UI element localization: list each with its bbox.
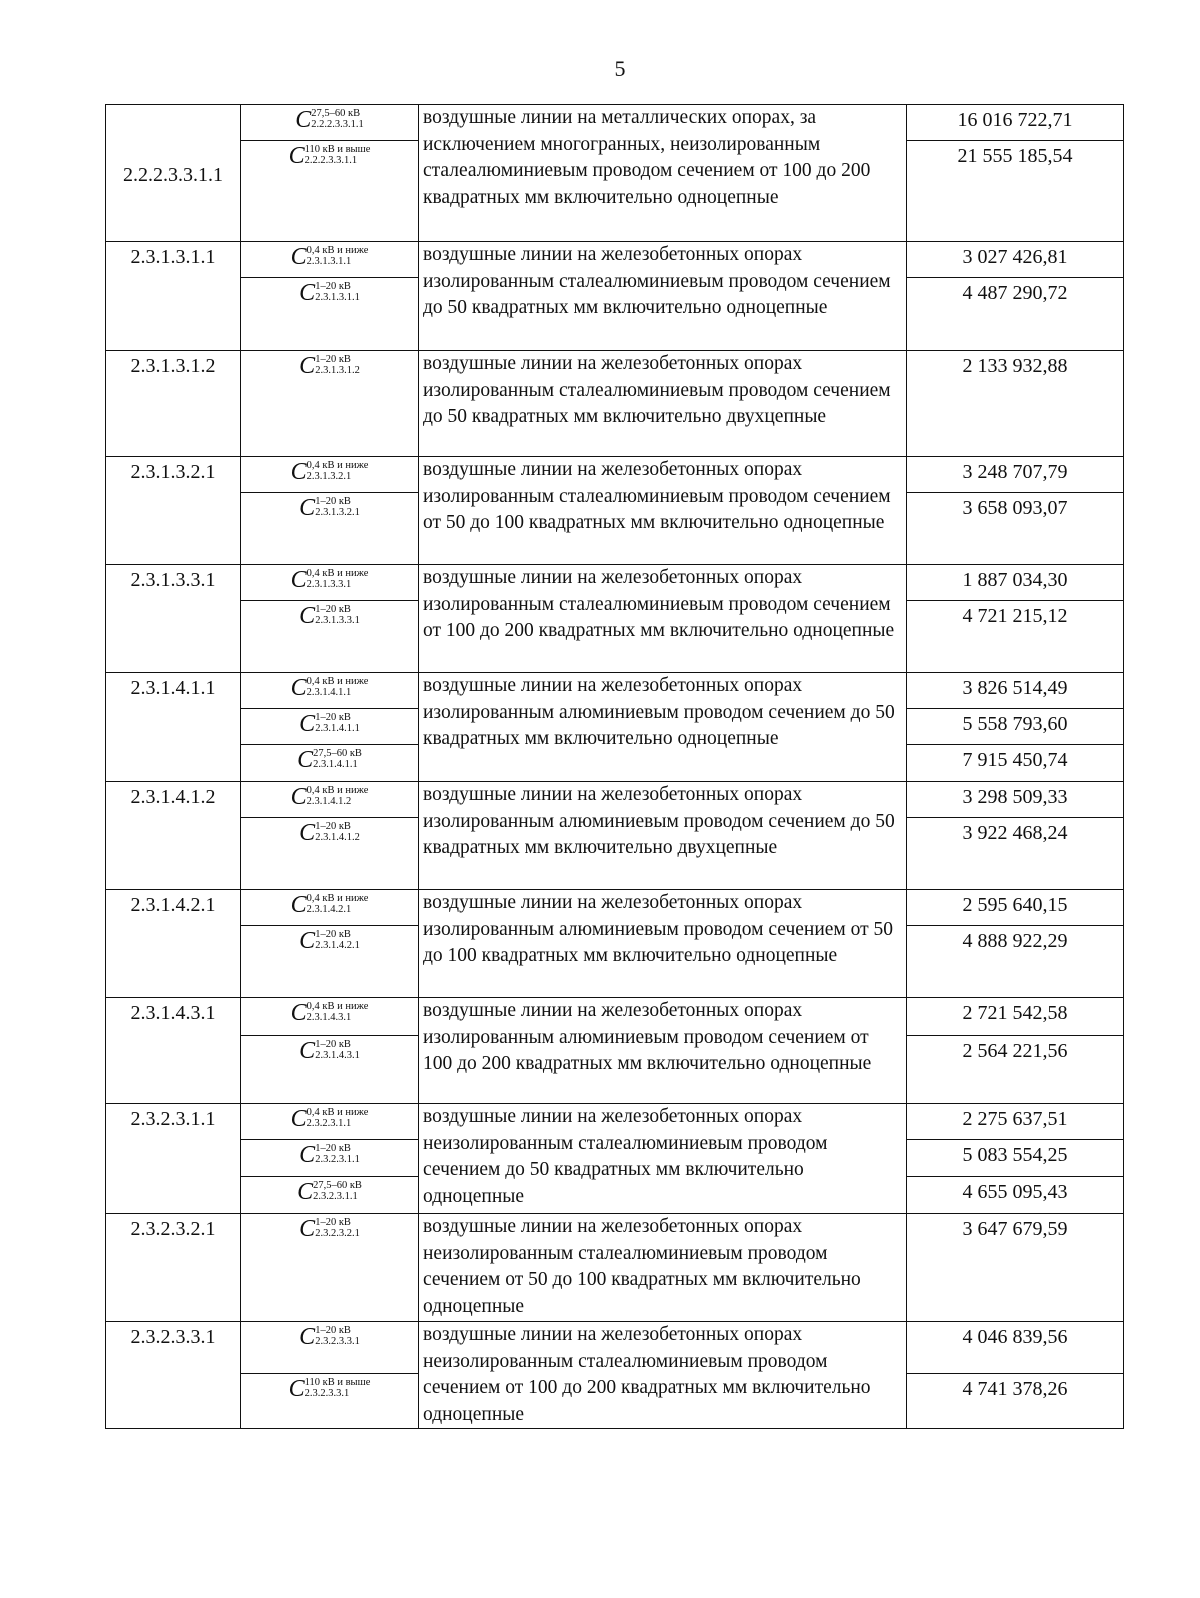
rate-value: 3 027 426,81 (907, 242, 1124, 278)
rate-symbol-formula (295, 108, 364, 132)
rate-symbol-letter: C (290, 459, 307, 485)
rate-symbol (241, 278, 419, 351)
rate-symbol-index: 2.3.1.3.1.1 (306, 256, 352, 267)
rate-symbol-letter: C (290, 1106, 307, 1132)
rate-symbol (241, 242, 419, 278)
rate-symbol-index: 2.3.1.3.2.1 (315, 507, 360, 518)
rate-symbol-index: 2.3.1.3.2.1 (306, 471, 352, 482)
rate-symbol-index: 2.3.1.4.3.1 (315, 1050, 360, 1061)
rate-symbol-index: 2.3.1.3.3.1 (315, 615, 360, 626)
rate-symbol (241, 818, 419, 890)
rate-symbol (241, 890, 419, 926)
rate-symbol-index: 2.3.1.3.3.1 (306, 579, 352, 590)
rate-symbol-voltage: 0,4 кВ и ниже (306, 568, 369, 579)
table-row (106, 1214, 1124, 1322)
rate-symbol-voltage: 1–20 кВ (315, 712, 351, 723)
row-code: 2.3.1.4.1.2 (106, 782, 241, 890)
rate-symbol-letter: C (290, 784, 307, 810)
rate-value: 21 555 185,54 (907, 141, 1124, 242)
rate-symbol-index: 2.2.2.3.3.1.1 (304, 155, 358, 166)
rate-symbol-letter: C (297, 1179, 314, 1205)
row-code: 2.3.1.3.1.2 (106, 351, 241, 457)
row-description: воздушные линии на железобетонных опорах изолированным алюминиевым проводом сечением до 50 квадратных мм включительно двухцепные (419, 782, 907, 890)
rate-symbol-letter: C (299, 280, 316, 306)
rate-symbol-voltage: 0,4 кВ и ниже (306, 676, 369, 687)
row-description: воздушные линии на железобетонных опорах неизолированным сталеалюминиевым проводом сечением от 100 до 200 квадратных мм включительно одноцепные (419, 1322, 907, 1429)
rate-symbol-voltage: 0,4 кВ и ниже (306, 1001, 369, 1012)
row-description: воздушные линии на железобетонных опорах неизолированным сталеалюминиевым проводом сечением от 50 до 100 квадратных мм включительно одноцепные (419, 1214, 907, 1322)
rate-symbol-voltage: 27,5–60 кВ (311, 108, 361, 119)
rate-symbol-index: 2.3.2.3.3.1 (315, 1336, 360, 1347)
rate-value: 5 558 793,60 (907, 709, 1124, 745)
rate-symbol-letter: C (295, 107, 312, 133)
rate-symbol-letter: C (288, 143, 305, 169)
table-row (106, 782, 1124, 818)
rate-symbol-index: 2.3.1.4.1.1 (306, 687, 352, 698)
row-code: 2.3.1.3.2.1 (106, 457, 241, 565)
rate-symbol-voltage: 0,4 кВ и ниже (306, 785, 369, 796)
row-description: воздушные линии на железобетонных опорах изолированным алюминиевым проводом сечением от 50 до 100 квадратных мм включительно одноцепные (419, 890, 907, 998)
rate-symbol (241, 709, 419, 745)
rate-symbol-formula (299, 281, 360, 305)
rate-value: 4 655 095,43 (907, 1177, 1124, 1214)
rate-symbol-letter: C (299, 928, 316, 954)
rate-symbol (241, 1374, 419, 1429)
rate-symbol (241, 601, 419, 673)
rate-symbol-voltage: 1–20 кВ (315, 929, 351, 940)
rate-value: 5 083 554,25 (907, 1140, 1124, 1177)
rate-symbol-voltage: 0,4 кВ и ниже (306, 1107, 369, 1118)
row-description: воздушные линии на железобетонных опорах изолированным сталеалюминиевым проводом сечением от 50 до 100 квадратных мм включительно одноцепные (419, 457, 907, 565)
rate-symbol-formula (291, 460, 369, 484)
rate-symbol-formula (299, 712, 360, 736)
rate-symbol-letter: C (299, 353, 316, 379)
rate-symbol-index: 2.2.2.3.3.1.1 (311, 119, 364, 130)
rate-symbol-formula (299, 1325, 360, 1349)
rate-symbol-formula (299, 929, 360, 953)
rate-symbol (241, 1177, 419, 1214)
table-row (106, 242, 1124, 278)
rate-symbol-voltage: 1–20 кВ (315, 1325, 351, 1336)
rate-symbol-letter: C (290, 244, 307, 270)
rate-symbol-formula (299, 1143, 360, 1167)
rate-symbol-formula (299, 1217, 360, 1241)
rate-symbol-letter: C (299, 1038, 316, 1064)
rate-value: 2 133 932,88 (907, 351, 1124, 457)
row-code: 2.3.2.3.1.1 (106, 1104, 241, 1214)
row-description: воздушные линии на железобетонных опорах изолированным сталеалюминиевым проводом сечением до 50 квадратных мм включительно двухцепные (419, 351, 907, 457)
rate-symbol-index: 2.3.1.3.1.2 (315, 365, 360, 376)
row-description: воздушные линии на металлических опорах, за исключением многогранных, неизолированным сталеалюминиевым проводом сечением от 100 до 200 квадратных мм включительно одноцепные (419, 105, 907, 242)
rate-symbol (241, 1214, 419, 1322)
rate-symbol (241, 782, 419, 818)
rate-value: 2 595 640,15 (907, 890, 1124, 926)
rate-symbol-letter: C (290, 567, 307, 593)
rate-symbol-formula (291, 893, 369, 917)
rate-symbol-formula (297, 748, 362, 772)
rate-symbol (241, 998, 419, 1036)
rate-symbol-formula (299, 354, 360, 378)
rate-symbol-letter: C (299, 495, 316, 521)
rate-symbol-voltage: 27,5–60 кВ (313, 1180, 362, 1191)
rate-symbol-formula (299, 1039, 360, 1063)
rate-symbol-voltage: 1–20 кВ (315, 354, 351, 365)
rate-symbol-voltage: 27,5–60 кВ (313, 748, 362, 759)
rate-symbol-index: 2.3.1.3.1.1 (315, 292, 360, 303)
rate-symbol (241, 105, 419, 141)
rate-symbol-index: 2.3.1.4.3.1 (306, 1012, 352, 1023)
rate-value: 3 647 679,59 (907, 1214, 1124, 1322)
rate-symbol-letter: C (290, 892, 307, 918)
rate-value: 4 487 290,72 (907, 278, 1124, 351)
rate-symbol (241, 565, 419, 601)
rate-symbol-voltage: 1–20 кВ (315, 1039, 351, 1050)
rate-value: 16 016 722,71 (907, 105, 1124, 141)
rate-symbol (241, 351, 419, 457)
rate-symbol-formula (289, 144, 371, 168)
rate-symbol (241, 926, 419, 998)
rate-value: 4 721 215,12 (907, 601, 1124, 673)
table-row (106, 890, 1124, 926)
rate-symbol-index: 2.3.1.4.1.2 (315, 832, 360, 843)
rate-symbol-index: 2.3.1.4.2.1 (315, 940, 360, 951)
rate-symbol-voltage: 0,4 кВ и ниже (306, 460, 369, 471)
row-code: 2.3.2.3.3.1 (106, 1322, 241, 1429)
rate-symbol-formula (291, 245, 369, 269)
rate-symbol-formula (291, 1107, 369, 1131)
row-description: воздушные линии на железобетонных опорах неизолированным сталеалюминиевым проводом сечением до 50 квадратных мм включительно одноцепные (419, 1104, 907, 1214)
rate-symbol (241, 745, 419, 782)
rate-symbol-voltage: 110 кВ и выше (304, 1377, 371, 1389)
rate-symbol (241, 1104, 419, 1140)
row-description: воздушные линии на железобетонных опорах изолированным сталеалюминиевым проводом сечением от 100 до 200 квадратных мм включительно одноцепные (419, 565, 907, 673)
rate-symbol-index: 2.3.2.3.3.1 (304, 1388, 350, 1400)
row-description: воздушные линии на железобетонных опорах изолированным сталеалюминиевым проводом сечением до 50 квадратных мм включительно одноцепные (419, 242, 907, 351)
row-code: 2.2.2.3.3.1.1 (106, 105, 241, 242)
rate-value: 2 564 221,56 (907, 1036, 1124, 1104)
rate-symbol-formula (299, 496, 360, 520)
rates-table-body (106, 105, 1124, 1429)
rate-symbol-formula (299, 821, 360, 845)
rate-symbol-letter: C (288, 1376, 305, 1403)
rate-value: 3 922 468,24 (907, 818, 1124, 890)
table-row (106, 105, 1124, 141)
rate-symbol-letter: C (297, 747, 314, 773)
rate-symbol-letter: C (299, 820, 316, 846)
rate-symbol-index: 2.3.2.3.2.1 (315, 1228, 360, 1239)
table-row (106, 998, 1124, 1036)
rate-symbol-index: 2.3.1.4.1.2 (306, 796, 352, 807)
row-code: 2.3.1.4.1.1 (106, 673, 241, 782)
rate-symbol-letter: C (299, 711, 316, 737)
page-number: 5 (614, 56, 626, 81)
rate-value: 4 046 839,56 (907, 1322, 1124, 1374)
rate-symbol (241, 1036, 419, 1104)
table-row (106, 457, 1124, 493)
rate-symbol-letter: C (290, 675, 307, 701)
rate-value: 2 721 542,58 (907, 998, 1124, 1036)
rate-symbol-formula (299, 604, 360, 628)
rate-value: 7 915 450,74 (907, 745, 1124, 782)
row-code: 2.3.1.4.3.1 (106, 998, 241, 1104)
rate-value: 4 741 378,26 (907, 1374, 1124, 1429)
rate-symbol-formula (291, 676, 369, 700)
rate-symbol (241, 1140, 419, 1177)
row-description: воздушные линии на железобетонных опорах изолированным алюминиевым проводом сечением от 100 до 200 квадратных мм включительно одноцепные (419, 998, 907, 1104)
rates-table (105, 104, 1124, 1429)
rate-symbol-formula (297, 1180, 362, 1204)
table-row (106, 1322, 1124, 1374)
rate-symbol-formula (289, 1377, 371, 1401)
row-code: 2.3.1.3.1.1 (106, 242, 241, 351)
table-row (106, 351, 1124, 457)
rate-symbol-voltage: 1–20 кВ (315, 281, 351, 292)
rate-symbol-index: 2.3.2.3.1.1 (315, 1154, 360, 1165)
row-code: 2.3.1.4.2.1 (106, 890, 241, 998)
rate-symbol-voltage: 110 кВ и выше (304, 144, 371, 155)
table-row (106, 1104, 1124, 1140)
rate-symbol-formula (291, 1001, 369, 1025)
rate-symbol-voltage: 1–20 кВ (315, 1143, 351, 1154)
table-row (106, 565, 1124, 601)
rate-symbol-index: 2.3.1.4.2.1 (306, 904, 352, 915)
rate-symbol-index: 2.3.2.3.1.1 (306, 1118, 352, 1129)
rate-symbol-letter: C (299, 1216, 316, 1242)
rate-symbol-index: 2.3.1.4.1.1 (313, 759, 358, 770)
rate-value: 1 887 034,30 (907, 565, 1124, 601)
rate-value: 3 298 509,33 (907, 782, 1124, 818)
rate-symbol-index: 2.3.1.4.1.1 (315, 723, 360, 734)
rate-value: 4 888 922,29 (907, 926, 1124, 998)
rate-symbol-voltage: 1–20 кВ (315, 604, 351, 615)
rate-value: 3 658 093,07 (907, 493, 1124, 565)
rate-symbol (241, 1322, 419, 1374)
rate-symbol (241, 673, 419, 709)
row-code: 2.3.1.3.3.1 (106, 565, 241, 673)
rate-value: 3 826 514,49 (907, 673, 1124, 709)
rate-symbol (241, 457, 419, 493)
rate-symbol-letter: C (290, 1000, 307, 1026)
rate-symbol-letter: C (299, 603, 316, 629)
rate-symbol-letter: C (299, 1324, 316, 1350)
rate-value: 2 275 637,51 (907, 1104, 1124, 1140)
rate-symbol (241, 141, 419, 242)
rate-symbol-voltage: 1–20 кВ (315, 1217, 351, 1228)
rate-symbol-index: 2.3.2.3.1.1 (313, 1191, 358, 1202)
row-description: воздушные линии на железобетонных опорах изолированным алюминиевым проводом сечением до 50 квадратных мм включительно одноцепные (419, 673, 907, 782)
rate-symbol (241, 493, 419, 565)
rate-value: 3 248 707,79 (907, 457, 1124, 493)
rate-symbol-voltage: 0,4 кВ и ниже (306, 893, 369, 904)
rate-symbol-letter: C (299, 1142, 316, 1168)
rate-symbol-formula (291, 785, 369, 809)
rate-symbol-voltage: 1–20 кВ (315, 496, 351, 507)
rate-symbol-formula (291, 568, 369, 592)
rate-symbol-voltage: 0,4 кВ и ниже (306, 245, 369, 256)
row-code: 2.3.2.3.2.1 (106, 1214, 241, 1322)
table-row (106, 673, 1124, 709)
rate-symbol-voltage: 1–20 кВ (315, 821, 351, 832)
